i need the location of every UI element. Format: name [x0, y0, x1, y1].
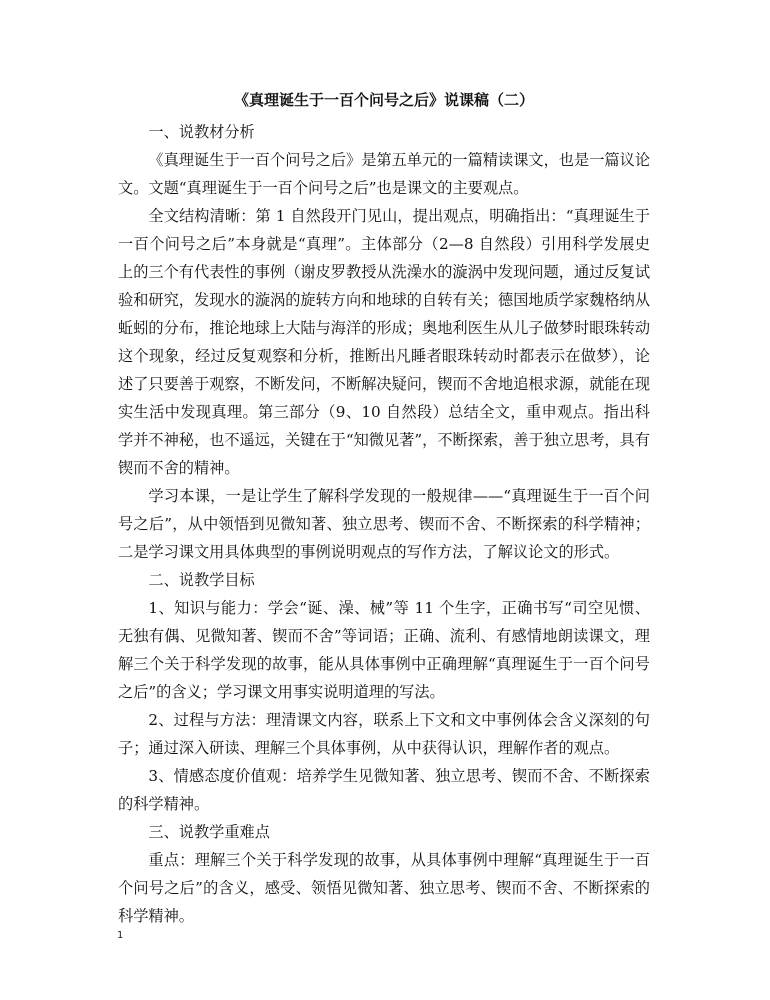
section-heading-textbook-analysis: 一、说教材分析	[148, 123, 255, 141]
section-heading-teaching-goals: 二、说教学目标	[148, 571, 255, 589]
paragraph: 3、情感态度价值观：培养学生见微知著、独立思考、锲而不舍、不断探索的科学精神。	[118, 767, 650, 813]
paragraph: 《真理诞生于一百个问号之后》是第五单元的一篇精读课文，也是一篇议论文。文题“真理诞生于一百个问号之后”也是课文的主要观点。	[118, 151, 650, 197]
paragraph: 全文结构清晰：第 1 自然段开门见山，提出观点，明确指出：“真理诞生于一百个问号之后”本身就是“真理”。主体部分（2—8 自然段）引用科学发展史上的三个有代表性的事例（谢皮罗教授从洗澡水的漩涡中发现问题，通过反复试验和研究，发现水的漩涡的旋转方向和地球的自转有关；德国地质学家魏格纳从蚯蚓的分布，推论地球上大陆与海洋的形成；奥地利医生从儿子做梦时眼珠转动这个现象，经过反复观察和分析，推断出凡睡者眼珠转动时都表示在做梦），论述了只要善于观察，不断发问，不断解决疑问，锲而不舍地追根求源，就能在现实生活中发现真理。第三部分（9、10 自然段）总结全文，重申观点。指出科学并不神秘，也不遥远，关键在于“知微见著”，不断探索，善于独立思考，具有锲而不舍的精神。	[118, 207, 650, 477]
page-number: 1	[117, 930, 124, 941]
paragraph: 2、过程与方法：理清课文内容，联系上下文和文中事例体会含义深刻的句子；通过深入研读、理解三个具体事例，从中获得认识，理解作者的观点。	[118, 711, 650, 757]
document-title: 《真理诞生于一百个问号之后》说课稿（二）	[233, 91, 534, 109]
paragraph: 1、知识与能力：学会“诞、澡、械”等 11 个生字，正确书写“司空见惯、无独有偶、见微知著、锲而不舍”等词语；正确、流利、有感情地朗读课文，理解三个关于科学发现的故事，能从具体事例中正确理解“真理诞生于一百个问号之后”的含义；学习课文用事实说明道理的写法。	[118, 599, 650, 701]
paragraph: 学习本课，一是让学生了解科学发现的一般规律——“真理诞生于一百个问号之后”，从中领悟到见微知著、独立思考、锲而不舍、不断探索的科学精神；二是学习课文用具体典型的事例说明观点的写作方法，了解议论文的形式。	[118, 487, 650, 561]
paragraph: 重点：理解三个关于科学发现的故事，从具体事例中理解“真理诞生于一百个问号之后”的含义，感受、领悟见微知著、独立思考、锲而不舍、不断探索的科学精神。	[118, 851, 650, 925]
document-body	[118, 88, 650, 930]
section-heading-key-difficulties: 三、说教学重难点	[148, 823, 270, 841]
